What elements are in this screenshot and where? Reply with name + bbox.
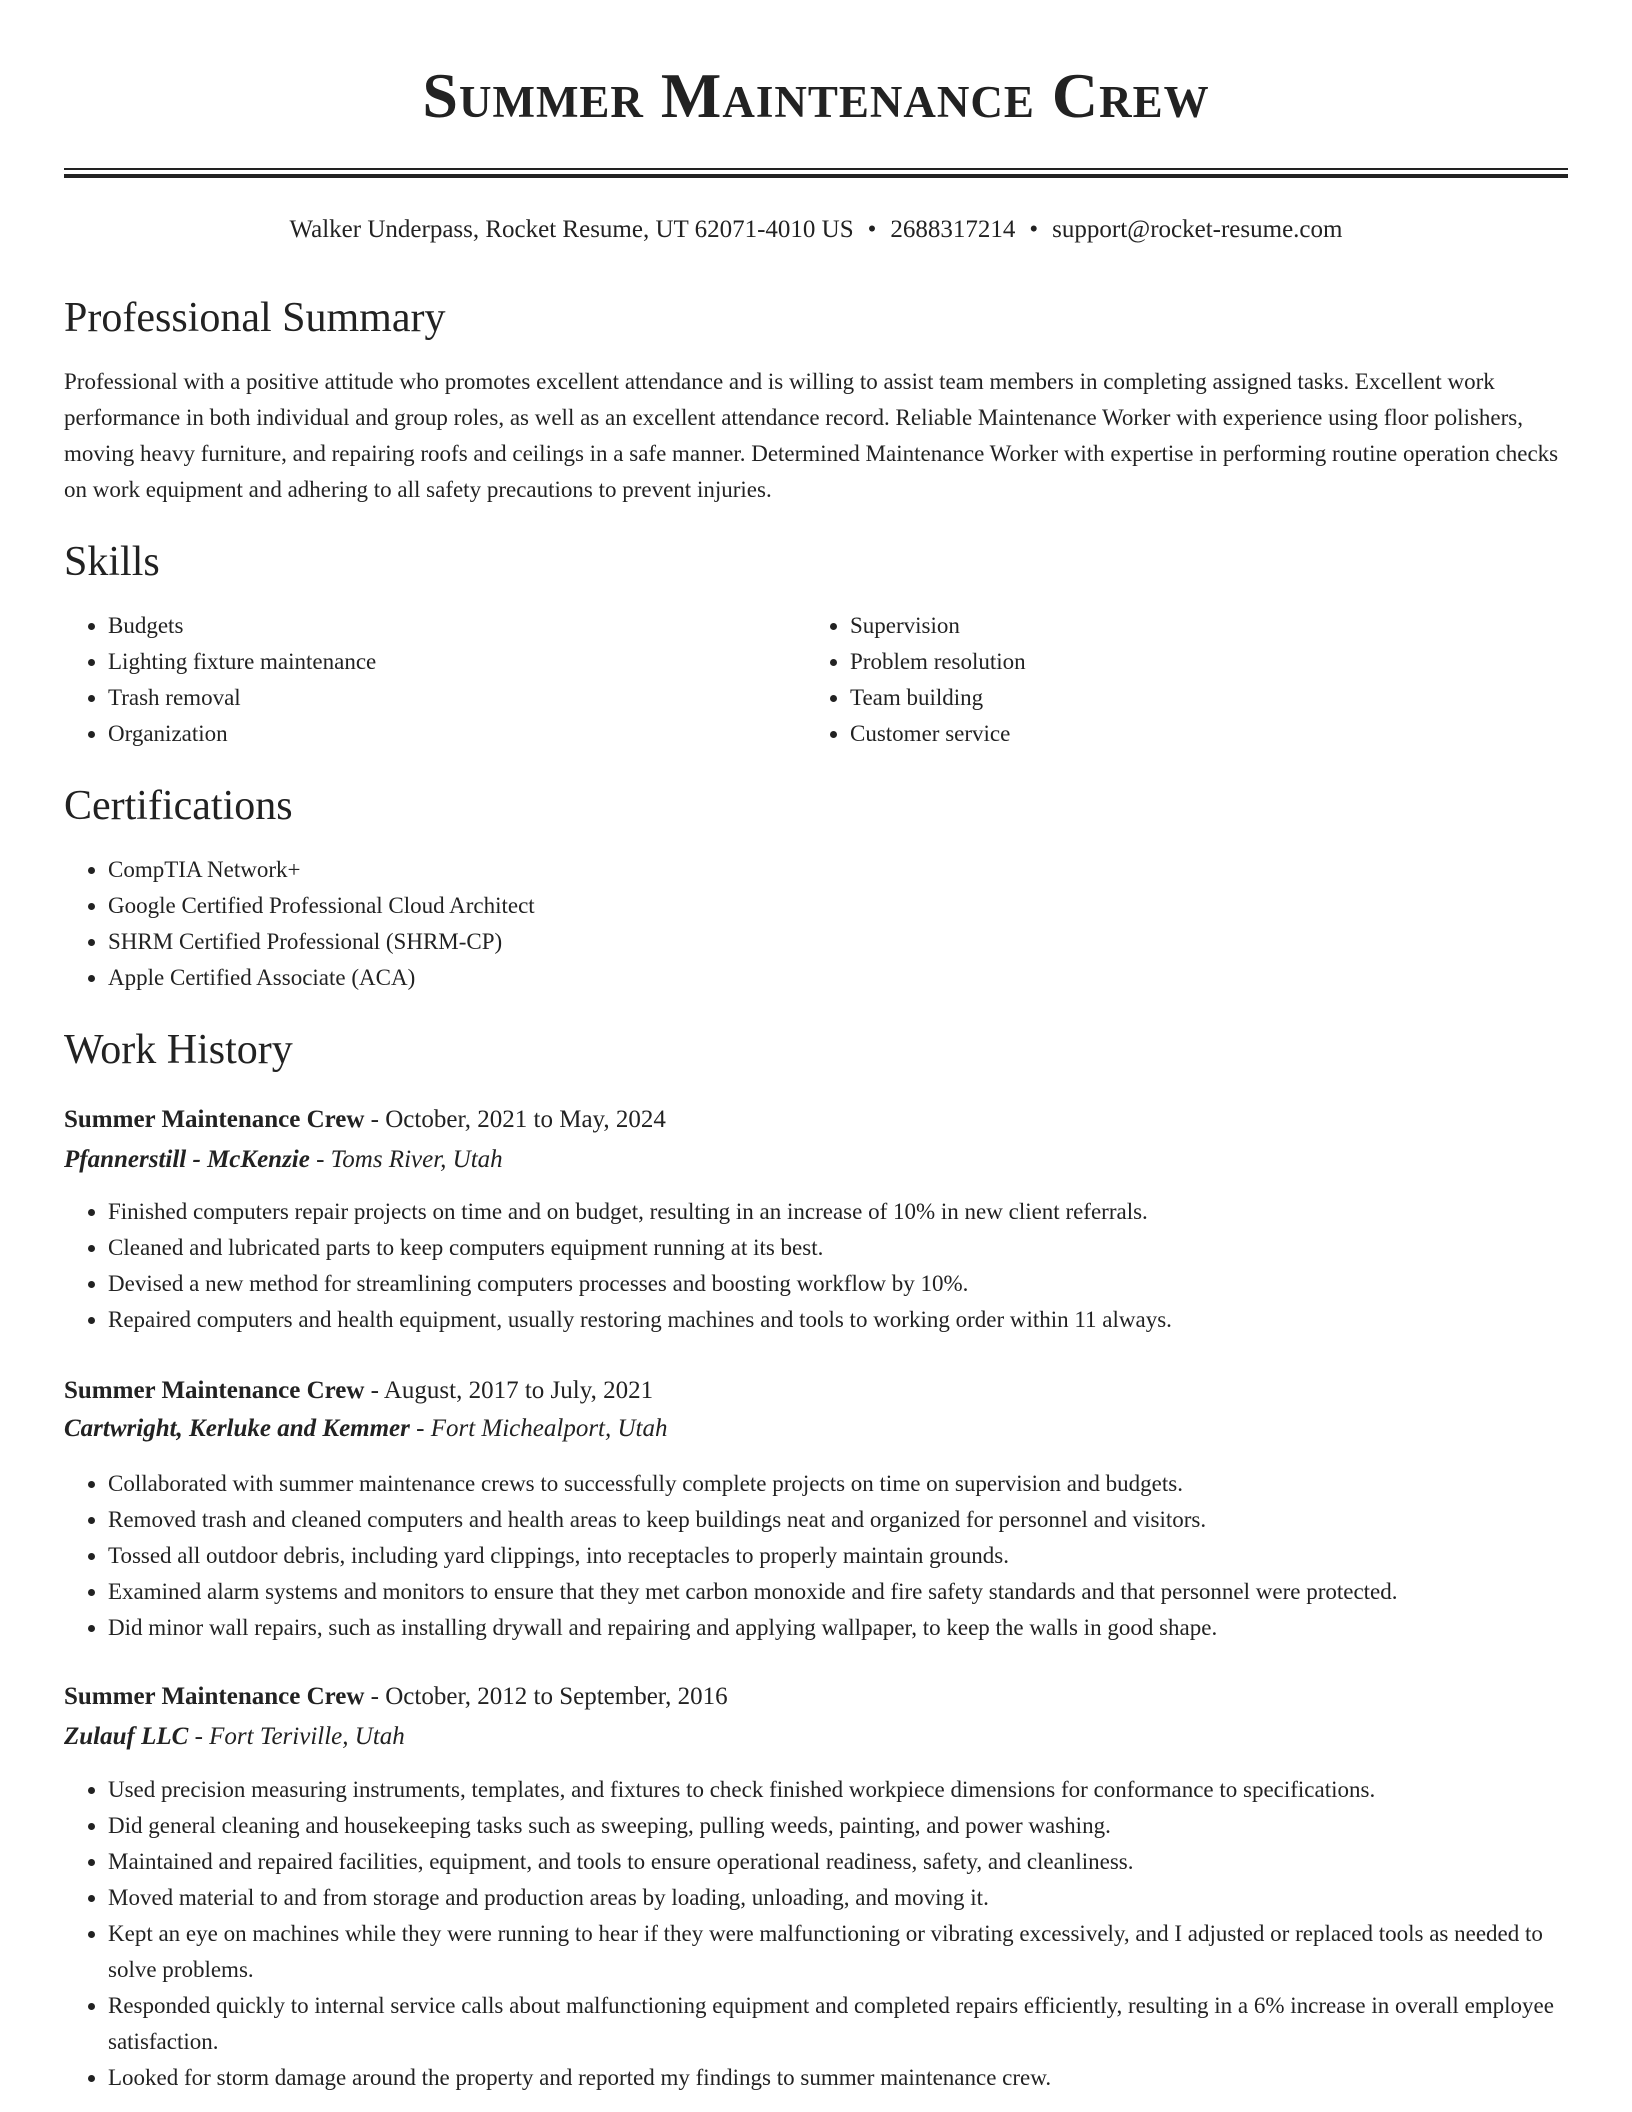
job-company-line	[64, 1411, 668, 1447]
job-bullet: • Kept an eye on machines while they were running to hear if they were malfunctioning or vibrating excessively, and I adjusted or replaced tools as needed to solve problems.	[108, 1916, 1568, 1988]
job-bullets	[64, 1466, 1568, 1646]
job-dates: - October, 2021 to May, 2024	[364, 1106, 666, 1133]
job-title: Summer Maintenance Crew	[64, 1377, 365, 1404]
job-bullet: • Collaborated with summer maintenance crews to successfully complete projects on time on supervision and budgets.	[108, 1466, 1568, 1502]
job-title: Summer Maintenance Crew	[64, 1106, 365, 1133]
skill-item: • Trash removal	[108, 680, 808, 716]
job-title-line	[64, 1373, 653, 1409]
skill-item: • Budgets	[108, 608, 808, 644]
job-bullet: • Did general cleaning and housekeeping tasks such as sweeping, pulling weeds, painting, and power washing.	[108, 1808, 1568, 1844]
certifications-list	[64, 852, 1508, 996]
job-location: - Fort Michealport, Utah	[409, 1415, 668, 1442]
certification-item: • CompTIA Network+	[108, 852, 1508, 888]
job-bullet: • Examined alarm systems and monitors to ensure that they met carbon monoxide and fire safety standards and that personnel were protected.	[108, 1574, 1568, 1610]
job-bullet: • Looked for storm damage around the property and reported my findings to summer maintenance crew.	[108, 2060, 1568, 2096]
skill-item: • Customer service	[850, 716, 1550, 752]
job-bullet: • Finished computers repair projects on time and on budget, resulting in an increase of 10% in new client referrals.	[108, 1194, 1568, 1230]
section-title-summary: Professional Summary	[64, 295, 446, 341]
job-location: - Fort Teriville, Utah	[188, 1723, 405, 1750]
job-title-line	[64, 1679, 728, 1715]
skill-item: • Team building	[850, 680, 1550, 716]
skills-list-left	[64, 608, 808, 752]
job-company: Cartwright, Kerluke and Kemmer	[64, 1415, 410, 1442]
job-bullet: • Used precision measuring instruments, templates, and fixtures to check finished workpiece dimensions for conformance to specifications.	[108, 1772, 1568, 1808]
job-title: Summer Maintenance Crew	[64, 1683, 365, 1710]
job-company: Zulauf LLC	[64, 1723, 189, 1750]
section-title-skills: Skills	[64, 539, 160, 585]
header-divider-thick	[64, 174, 1568, 178]
certification-item: • Apple Certified Associate (ACA)	[108, 960, 1508, 996]
job-location: - Toms River, Utah	[309, 1146, 503, 1173]
job-bullet: • Cleaned and lubricated parts to keep computers equipment running at its best.	[108, 1230, 1568, 1266]
skill-item: • Lighting fixture maintenance	[108, 644, 808, 680]
skills-list-right	[806, 608, 1550, 752]
skill-item: • Supervision	[850, 608, 1550, 644]
job-bullets	[64, 1194, 1568, 1338]
header-divider-thin	[64, 168, 1568, 170]
contact-address: Walker Underpass, Rocket Resume, UT 62071-4010 US	[289, 216, 854, 243]
candidate-name: Summer Maintenance Crew	[422, 60, 1210, 131]
certification-item: • Google Certified Professional Cloud Architect	[108, 888, 1508, 924]
section-title-work-history: Work History	[64, 1027, 293, 1073]
job-bullet: • Devised a new method for streamlining computers processes and boosting workflow by 10%.	[108, 1266, 1568, 1302]
job-bullet: • Did minor wall repairs, such as installing drywall and repairing and applying wallpaper, to keep the walls in good shape.	[108, 1610, 1568, 1646]
job-bullet: • Removed trash and cleaned computers and health areas to keep buildings neat and organized for personnel and visitors.	[108, 1502, 1568, 1538]
skill-item: • Problem resolution	[850, 644, 1550, 680]
section-title-certifications: Certifications	[64, 783, 293, 829]
skill-item: • Organization	[108, 716, 808, 752]
job-bullet: • Repaired computers and health equipment, usually restoring machines and tools to working order within 11 always.	[108, 1302, 1568, 1338]
job-company: Pfannerstill - McKenzie	[64, 1146, 310, 1173]
job-company-line	[64, 1142, 503, 1178]
contact-email: support@rocket-resume.com	[1052, 216, 1343, 243]
job-bullet: • Tossed all outdoor debris, including yard clippings, into receptacles to properly maintain grounds.	[108, 1538, 1568, 1574]
job-title-line	[64, 1102, 666, 1138]
job-bullets	[64, 1772, 1568, 2096]
job-dates: - October, 2012 to September, 2016	[364, 1683, 728, 1710]
job-dates: - August, 2017 to July, 2021	[364, 1377, 654, 1404]
contact-line	[0, 212, 1632, 248]
job-bullet: • Maintained and repaired facilities, equipment, and tools to ensure operational readiness, safety, and cleanliness.	[108, 1844, 1568, 1880]
contact-separator: •	[867, 216, 877, 243]
job-company-line	[64, 1719, 405, 1755]
job-bullet: • Moved material to and from storage and production areas by loading, unloading, and moving it.	[108, 1880, 1568, 1916]
contact-separator: •	[1029, 216, 1039, 243]
contact-phone: 2688317214	[890, 216, 1016, 243]
job-bullet: • Responded quickly to internal service calls about malfunctioning equipment and completed repairs efficiently, resulting in a 6% increase in overall employee satisfaction.	[108, 1988, 1568, 2060]
certification-item: • SHRM Certified Professional (SHRM-CP)	[108, 924, 1508, 960]
summary-text: Professional with a positive attitude who promotes excellent attendance and is willing to assist team members in completing assigned tasks. Excellent work performance in both individual and group roles, as well as an excellent attendance record. Reliable Maintenance Worker with experience using floor polishers, moving heavy furniture, and repairing roofs and ceilings in a safe manner. Determined Maintenance Worker with expertise in performing routine operation checks on work equipment and adhering to all safety precautions to prevent injuries.	[64, 369, 1559, 502]
